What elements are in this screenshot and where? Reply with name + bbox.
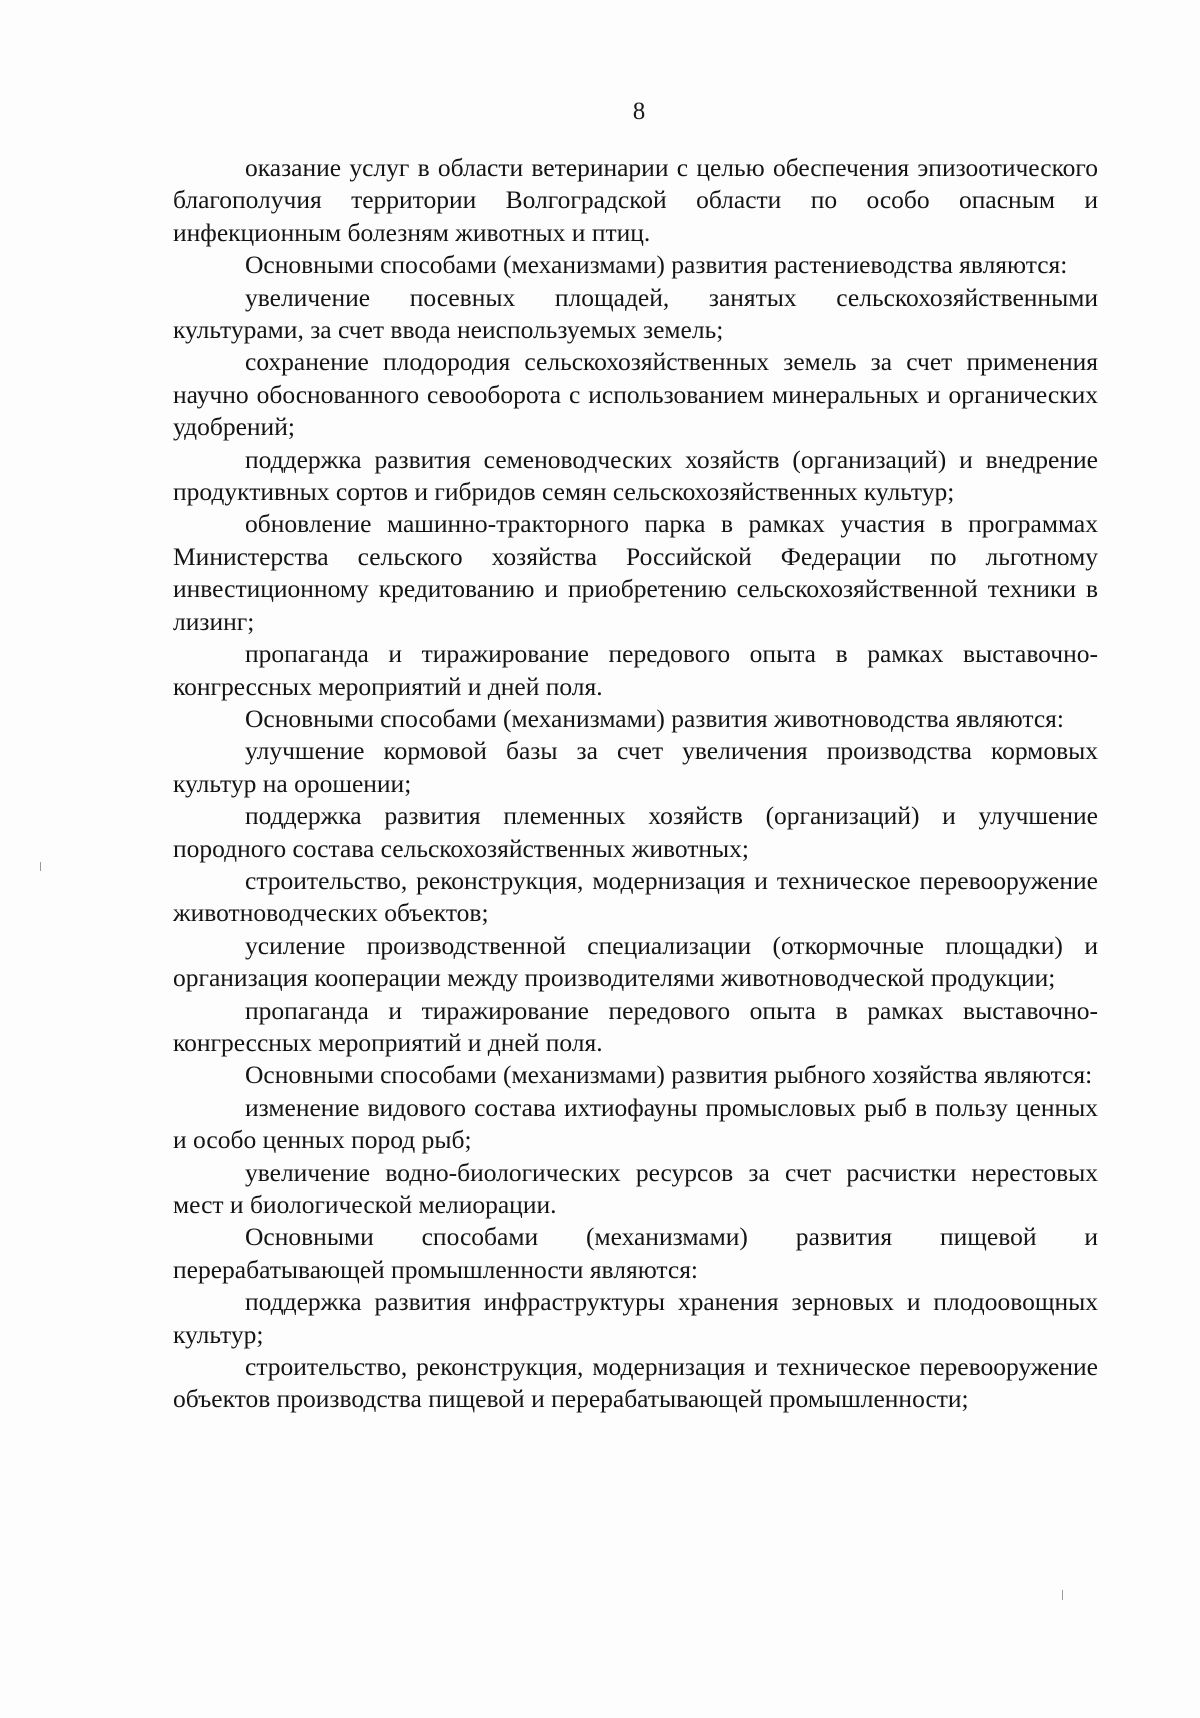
paragraph: строительство, реконструкция, модернизация и техническое перевооружение объектов производства пищевой и перерабатывающей промышленности; bbox=[173, 1352, 1098, 1414]
paragraph: сохранение плодородия сельскохозяйственных земель за счет применения научно обоснованного севооборота с использованием минеральных и органических удобрений; bbox=[173, 347, 1098, 442]
paragraph: Основными способами (механизмами) развития пищевой и перерабатывающей промышленности являются: bbox=[173, 1222, 1098, 1284]
paragraph: строительство, реконструкция, модернизация и техническое перевооружение животноводческих объектов; bbox=[173, 865, 1098, 928]
paragraph: пропаганда и тиражирование передового опыта в рамках выставочно-конгрессных мероприятий и дней поля. bbox=[173, 995, 1098, 1057]
document-body bbox=[173, 152, 1098, 1416]
paragraph: увеличение водно-биологических ресурсов за счет расчистки нерестовых мест и биологической мелиорации. bbox=[173, 1157, 1098, 1219]
paragraph: обновление машинно-тракторного парка в рамках участия в программах Министерства сельского хозяйства Российской Федерации по льготному инвестиционному кредитованию и приобретению сельскохозяйственной техники в лизинг; bbox=[173, 509, 1098, 636]
paragraph: Основными способами (механизмами) развития растениеводства являются: bbox=[245, 250, 1068, 280]
paragraph: поддержка развития семеноводческих хозяйств (организаций) и внедрение продуктивных сортов и гибридов семян сельскохозяйственных культур; bbox=[173, 444, 1098, 507]
paragraph: Основными способами (механизмами) развития рыбного хозяйства являются: bbox=[245, 1060, 1093, 1090]
page-number: 8 bbox=[632, 98, 646, 125]
paragraph: усиление производственной специализации (откормочные площадки) и организация кооперации между производителями животноводческой продукции; bbox=[173, 930, 1098, 993]
scan-mark bbox=[1062, 1590, 1063, 1600]
paragraph: поддержка развития племенных хозяйств (организаций) и улучшение породного состава сельскохозяйственных животных; bbox=[173, 801, 1098, 863]
paragraph: оказание услуг в области ветеринарии с целью обеспечения эпизоотического благополучия территории Волгоградской области по особо опасным и инфекционным болезням животных и птиц. bbox=[173, 153, 1098, 247]
paragraph: пропаганда и тиражирование передового опыта в рамках выставочно-конгрессных мероприятий и дней поля. bbox=[173, 639, 1098, 701]
paragraph: поддержка развития инфраструктуры хранения зерновых и плодоовощных культур; bbox=[173, 1287, 1098, 1349]
paragraph: улучшение кормовой базы за счет увеличения производства кормовых культур на орошении; bbox=[173, 736, 1098, 798]
paragraph: Основными способами (механизмами) развития животноводства являются: bbox=[245, 703, 1064, 733]
paragraph: изменение видового состава ихтиофауны промысловых рыб в пользу ценных и особо ценных пород рыб; bbox=[173, 1092, 1098, 1155]
scan-mark bbox=[40, 862, 41, 871]
paragraph: увеличение посевных площадей, занятых сельскохозяйственными культурами, за счет ввода неиспользуемых земель; bbox=[173, 282, 1098, 345]
